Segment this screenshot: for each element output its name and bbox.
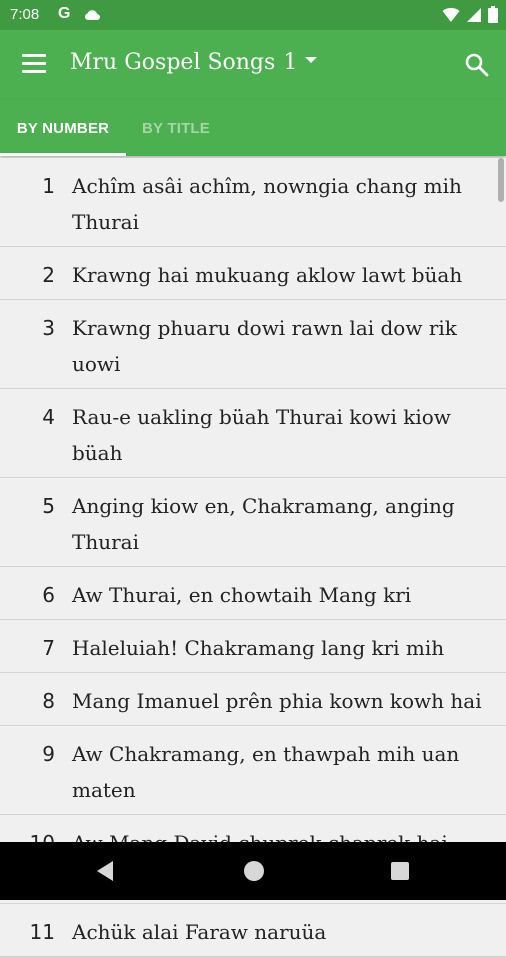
book-selector[interactable] xyxy=(70,50,317,75)
song-row[interactable] xyxy=(0,389,506,478)
song-title: Achük alai Faraw naruüa xyxy=(72,920,327,944)
song-title: Aw Thurai, en chowtaih Mang kri xyxy=(72,583,412,607)
app-title: Mru Gospel Songs xyxy=(70,50,276,75)
google-icon: G xyxy=(58,5,71,22)
tab-indicator xyxy=(0,153,126,156)
song-title: Haleluiah! Chakramang lang kri mih xyxy=(72,636,445,660)
system-nav-bar xyxy=(0,842,506,900)
song-row[interactable] xyxy=(0,726,506,815)
wifi-icon xyxy=(442,7,460,23)
song-row[interactable] xyxy=(0,567,506,620)
song-number: 4 xyxy=(42,405,55,429)
status-time: 7:08 xyxy=(10,6,40,23)
song-row[interactable] xyxy=(0,247,506,300)
song-number: 8 xyxy=(42,689,55,713)
book-number: 1 xyxy=(283,50,298,75)
song-number: 6 xyxy=(42,583,55,607)
song-title: Rau-e uakling büah Thurai kowi kiow büah xyxy=(72,405,451,465)
tab-by-number[interactable]: BY NUMBER xyxy=(16,120,110,137)
song-title: Aw Chakramang, en thawpah mih uan maten xyxy=(72,742,460,802)
song-list[interactable] xyxy=(0,158,506,944)
signal-icon xyxy=(466,7,482,23)
song-row[interactable] xyxy=(0,673,506,726)
song-row[interactable] xyxy=(0,904,506,957)
recents-icon[interactable] xyxy=(391,862,409,880)
song-number: 5 xyxy=(42,494,55,518)
cloud-icon xyxy=(84,8,100,22)
status-bar xyxy=(0,0,506,30)
scrollbar-thumb[interactable] xyxy=(498,158,504,202)
song-number: 11 xyxy=(29,920,55,944)
song-number: 1 xyxy=(42,174,55,198)
back-icon[interactable] xyxy=(95,860,115,882)
status-icons xyxy=(442,6,498,23)
song-row[interactable] xyxy=(0,158,506,247)
tab-bar xyxy=(0,100,506,156)
song-title: Mang Imanuel prên phia kown kowh hai xyxy=(72,689,482,713)
song-title: Achîm asâi achîm, nowngia chang mih Thurai xyxy=(72,174,462,234)
song-title: Krawng hai mukuang aklow lawt büah xyxy=(72,263,463,287)
song-row[interactable] xyxy=(0,478,506,567)
song-number: 3 xyxy=(42,316,55,340)
song-number: 9 xyxy=(42,742,55,766)
song-number: 7 xyxy=(42,636,55,660)
song-number: 2 xyxy=(42,263,55,287)
song-title: Krawng phuaru dowi rawn lai dow rik uowi xyxy=(72,316,457,376)
home-icon[interactable] xyxy=(244,861,264,881)
song-row[interactable] xyxy=(0,300,506,389)
dropdown-caret-icon xyxy=(305,57,317,63)
song-row[interactable] xyxy=(0,620,506,673)
app-bar xyxy=(0,30,506,100)
battery-icon xyxy=(488,6,498,23)
tab-by-title[interactable]: BY TITLE xyxy=(142,120,210,137)
menu-icon[interactable] xyxy=(22,54,46,76)
search-icon[interactable] xyxy=(464,52,490,78)
song-title: Anging kiow en, Chakramang, anging Thurai xyxy=(72,494,455,554)
